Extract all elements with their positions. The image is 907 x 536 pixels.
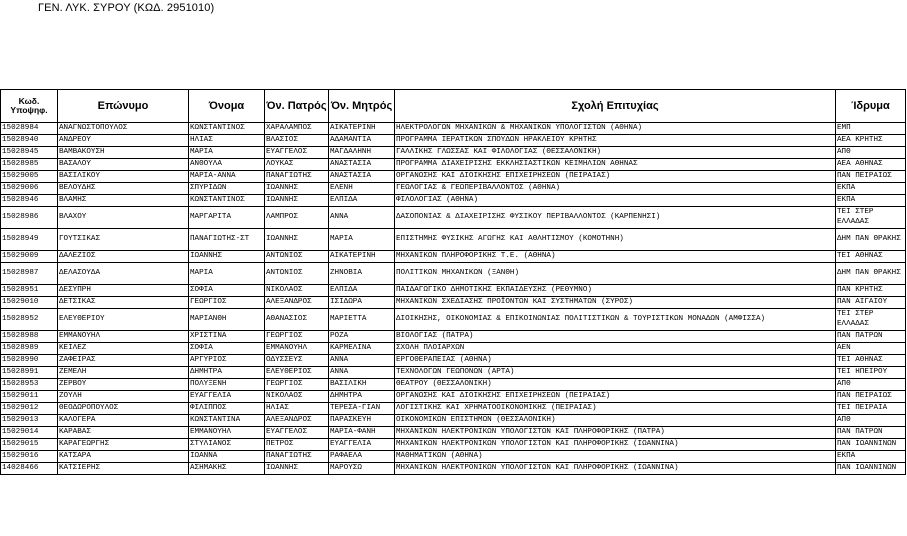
table-row [1, 207, 906, 229]
cell-code: 15028945 [1, 147, 58, 159]
cell-mother: ΑΝΝΑ [329, 355, 395, 367]
table-row [1, 403, 906, 415]
table-body [1, 123, 906, 475]
table-row [1, 251, 906, 263]
cell-name: ΜΑΡΙΑ [189, 147, 265, 159]
cell-father: ΙΩΑΝΝΗΣ [265, 229, 329, 251]
table-row [1, 391, 906, 403]
cell-code: 15028952 [1, 309, 58, 331]
cell-surname: ΖΟΥΛΗ [58, 391, 189, 403]
cell-name: ΣΟΦΙΑ [189, 343, 265, 355]
cell-school: ΠΡΟΓΡΑΜΜΑ ΔΙΑΧΕΙΡΙΣΗΣ ΕΚΚΛΗΣΙΑΣΤΙΚΩΝ ΚΕΙΜΗΛΙΩΝ ΑΘΗΝΑΣ [395, 159, 836, 171]
cell-school: ΓΑΛΛΙΚΗΣ ΓΛΩΣΣΑΣ ΚΑΙ ΦΙΛΟΛΟΓΙΑΣ (ΘΕΣΣΑΛΟΝΙΚΗ) [395, 147, 836, 159]
cell-name: ΚΩΝΣΤΑΝΤΙΝΟΣ [189, 195, 265, 207]
cell-code: 14028466 [1, 463, 58, 475]
cell-school: ΔΙΟΙΚΗΣΗΣ, ΟΙΚΟΝΟΜΙΑΣ & ΕΠΙΚΟΙΝΩΝΙΑΣ ΠΟΛΙΤΙΣΤΙΚΩΝ & ΤΟΥΡΙΣΤΙΚΩΝ ΜΟΝΑΔΩΝ (ΑΜΦΙΣΣΑ) [395, 309, 836, 331]
cell-mother: ΖΗΝΟΒΙΑ [329, 263, 395, 285]
cell-surname: ΖΕΡΒΟΥ [58, 379, 189, 391]
cell-name: ΔΗΜΗΤΡΑ [189, 367, 265, 379]
cell-school: ΕΠΙΣΤΗΜΗΣ ΦΥΣΙΚΗΣ ΑΓΩΓΗΣ ΚΑΙ ΑΘΛΗΤΙΣΜΟΥ (ΚΟΜΟΤΗΝΗ) [395, 229, 836, 251]
cell-school: ΗΛΕΚΤΡΟΛΟΓΩΝ ΜΗΧΑΝΙΚΩΝ & ΜΗΧΑΝΙΚΩΝ ΥΠΟΛΟΓΙΣΤΩΝ (ΑΘΗΝΑ) [395, 123, 836, 135]
cell-surname: ΓΟΥΤΣΙΚΑΣ [58, 229, 189, 251]
cell-school: ΔΑΣΟΠΟΝΙΑΣ & ΔΙΑΧΕΙΡΙΣΗΣ ΦΥΣΙΚΟΥ ΠΕΡΙΒΑΛΛΟΝΤΟΣ (ΚΑΡΠΕΝΗΣΙ) [395, 207, 836, 229]
cell-institution: ΔΗΜ ΠΑΝ ΘΡΑΚΗΣ [836, 229, 906, 251]
cell-name: ΜΑΡΙΑ [189, 263, 265, 285]
cell-father: ΠΕΤΡΟΣ [265, 439, 329, 451]
cell-mother: ΙΣΙΔΩΡΑ [329, 297, 395, 309]
cell-father: ΕΛΕΥΘΕΡΙΟΣ [265, 367, 329, 379]
cell-name: ΧΡΙΣΤΙΝΑ [189, 331, 265, 343]
cell-father: ΠΑΝΑΓΙΩΤΗΣ [265, 171, 329, 183]
cell-school: ΜΗΧΑΝΙΚΩΝ ΗΛΕΚΤΡΟΝΙΚΩΝ ΥΠΟΛΟΓΙΣΤΩΝ ΚΑΙ ΠΛΗΡΟΦΟΡΙΚΗΣ (ΠΑΤΡΑ) [395, 427, 836, 439]
cell-name: ΑΣΗΜΑΚΗΣ [189, 463, 265, 475]
cell-father: ΛΟΥΚΑΣ [265, 159, 329, 171]
cell-name: ΗΛΙΑΣ [189, 135, 265, 147]
cell-name: ΣΟΦΙΑ [189, 285, 265, 297]
cell-institution: ΤΕΙ ΑΘΗΝΑΣ [836, 251, 906, 263]
table-header-row [1, 90, 906, 123]
cell-code: 15029015 [1, 439, 58, 451]
cell-father: ΓΕΩΡΓΙΟΣ [265, 379, 329, 391]
table-row [1, 159, 906, 171]
cell-name: ΕΥΑΓΓΕΛΙΑ [189, 391, 265, 403]
cell-father: ΛΑΜΠΡΟΣ [265, 207, 329, 229]
cell-father: ΙΩΑΝΝΗΣ [265, 195, 329, 207]
cell-code: 15029013 [1, 415, 58, 427]
cell-school: ΒΙΟΛΟΓΙΑΣ (ΠΑΤΡΑ) [395, 331, 836, 343]
cell-surname: ΚΑΡΑΓΕΩΡΓΗΣ [58, 439, 189, 451]
col-code-header: Κωδ. Υποψηφ. [1, 90, 58, 123]
cell-father: ΙΩΑΝΝΗΣ [265, 463, 329, 475]
cell-mother: ΑΙΚΑΤΕΡΙΝΗ [329, 123, 395, 135]
cell-surname: ΚΕΙΛΕΖ [58, 343, 189, 355]
cell-institution: ΑΕΑ ΑΘΗΝΑΣ [836, 159, 906, 171]
cell-mother: ΜΑΡΙΑ-ΦΑΝΗ [329, 427, 395, 439]
col-institution-header: Ίδρυμα [836, 90, 906, 123]
cell-code: 15029014 [1, 427, 58, 439]
cell-name: ΣΤΥΛΙΑΝΟΣ [189, 439, 265, 451]
cell-code: 15028985 [1, 159, 58, 171]
cell-surname: ΚΑΛΟΓΕΡΑ [58, 415, 189, 427]
cell-mother: ΕΥΑΓΓΕΛΙΑ [329, 439, 395, 451]
cell-father: ΑΘΑΝΑΣΙΟΣ [265, 309, 329, 331]
cell-father: ΑΛΕΞΑΝΔΡΟΣ [265, 297, 329, 309]
cell-school: ΠΟΛΙΤΙΚΩΝ ΜΗΧΑΝΙΚΩΝ (ΞΑΝΘΗ) [395, 263, 836, 285]
table-row [1, 135, 906, 147]
cell-name: ΑΡΓΥΡΙΟΣ [189, 355, 265, 367]
table-row [1, 415, 906, 427]
cell-name: ΙΩΑΝΝΗΣ [189, 251, 265, 263]
cell-institution: ΠΑΝ ΑΙΓΑΙΟΥ [836, 297, 906, 309]
table-row [1, 263, 906, 285]
col-school-header: Σχολή Επιτυχίας [395, 90, 836, 123]
cell-institution: ΤΕΙ ΣΤΕΡ ΕΛΛΑΔΑΣ [836, 309, 906, 331]
cell-school: ΜΑΘΗΜΑΤΙΚΩΝ (ΑΘΗΝΑ) [395, 451, 836, 463]
cell-surname: ΑΝΔΡΕΟΥ [58, 135, 189, 147]
cell-father: ΝΙΚΟΛΑΟΣ [265, 285, 329, 297]
cell-surname: ΔΕΣΥΠΡΗ [58, 285, 189, 297]
cell-father: ΗΛΙΑΣ [265, 403, 329, 415]
cell-code: 15028988 [1, 331, 58, 343]
cell-institution: ΤΕΙ ΗΠΕΙΡΟΥ [836, 367, 906, 379]
cell-mother: ΑΙΚΑΤΕΡΙΝΗ [329, 251, 395, 263]
cell-father: ΓΕΩΡΓΙΟΣ [265, 331, 329, 343]
cell-code: 15028990 [1, 355, 58, 367]
cell-mother: ΜΑΡΙΕΤΤΑ [329, 309, 395, 331]
cell-school: ΓΕΩΛΟΓΙΑΣ & ΓΕΩΠΕΡΙΒΑΛΛΟΝΤΟΣ (ΑΘΗΝΑ) [395, 183, 836, 195]
cell-name: ΚΩΝΣΤΑΝΤΙΝΟΣ [189, 123, 265, 135]
cell-institution: ΠΑΝ ΙΩΑΝΝΙΝΩΝ [836, 463, 906, 475]
cell-surname: ΚΑΡΑΒΑΣ [58, 427, 189, 439]
table-row [1, 463, 906, 475]
cell-name: ΕΜΜΑΝΟΥΗΛ [189, 427, 265, 439]
table-row [1, 427, 906, 439]
cell-institution: ΕΚΠΑ [836, 451, 906, 463]
cell-school: ΘΕΑΤΡΟΥ (ΘΕΣΣΑΛΟΝΙΚΗ) [395, 379, 836, 391]
cell-school: ΟΡΓΑΝΩΣΗΣ ΚΑΙ ΔΙΟΙΚΗΣΗΣ ΕΠΙΧΕΙΡΗΣΕΩΝ (ΠΕΙΡΑΙΑΣ) [395, 171, 836, 183]
cell-institution: ΠΑΝ ΠΑΤΡΩΝ [836, 331, 906, 343]
cell-father: ΠΑΝΑΓΙΩΤΗΣ [265, 451, 329, 463]
cell-institution: ΠΑΝ ΠΕΙΡΑΙΩΣ [836, 391, 906, 403]
cell-mother: ΜΑΡΟΥΣΩ [329, 463, 395, 475]
cell-institution: ΤΕΙ ΠΕΙΡΑΙΑ [836, 403, 906, 415]
cell-mother: ΡΑΦΑΕΛΑ [329, 451, 395, 463]
cell-code: 15029006 [1, 183, 58, 195]
col-mother-header: Όν. Μητρός [329, 90, 395, 123]
cell-name: ΜΑΡΙΑΝΘΗ [189, 309, 265, 331]
table-row [1, 367, 906, 379]
cell-surname: ΖΕΜΕΛΗ [58, 367, 189, 379]
cell-father: ΑΝΤΩΝΙΟΣ [265, 251, 329, 263]
table-row [1, 439, 906, 451]
cell-code: 15028940 [1, 135, 58, 147]
table-row [1, 147, 906, 159]
cell-father: ΧΑΡΑΛΑΜΠΟΣ [265, 123, 329, 135]
cell-code: 15029011 [1, 391, 58, 403]
cell-surname: ΒΛΑΜΗΣ [58, 195, 189, 207]
cell-surname: ΒΕΛΟΥΔΗΣ [58, 183, 189, 195]
cell-code: 15028946 [1, 195, 58, 207]
cell-school: ΟΡΓΑΝΩΣΗΣ ΚΑΙ ΔΙΟΙΚΗΣΗΣ ΕΠΙΧΕΙΡΗΣΕΩΝ (ΠΕΙΡΑΙΑΣ) [395, 391, 836, 403]
cell-code: 15028984 [1, 123, 58, 135]
cell-school: ΜΗΧΑΝΙΚΩΝ ΣΧΕΔΙΑΣΗΣ ΠΡΟΪΟΝΤΩΝ ΚΑΙ ΣΥΣΤΗΜΑΤΩΝ (ΣΥΡΟΣ) [395, 297, 836, 309]
cell-surname: ΔΕΤΣΙΚΑΣ [58, 297, 189, 309]
table-row [1, 171, 906, 183]
cell-name: ΓΕΩΡΓΙΟΣ [189, 297, 265, 309]
cell-father: ΑΝΤΩΝΙΟΣ [265, 263, 329, 285]
cell-institution: ΑΕΝ [836, 343, 906, 355]
cell-surname: ΔΕΛΑΣΟΥΔΑ [58, 263, 189, 285]
cell-institution: ΠΑΝ ΠΑΤΡΩΝ [836, 427, 906, 439]
table-row [1, 285, 906, 297]
table-row [1, 343, 906, 355]
cell-name: ΦΙΛΙΠΠΟΣ [189, 403, 265, 415]
cell-school: ΠΡΟΓΡΑΜΜΑ ΙΕΡΑΤΙΚΩΝ ΣΠΟΥΔΩΝ ΗΡΑΚΛΕΙΟΥ ΚΡΗΤΗΣ [395, 135, 836, 147]
table-row [1, 379, 906, 391]
cell-mother: ΑΝΝΑ [329, 367, 395, 379]
col-surname-header: Επώνυμο [58, 90, 189, 123]
cell-surname: ΒΛΑΧΟΥ [58, 207, 189, 229]
cell-father: ΑΛΕΞΑΝΔΡΟΣ [265, 415, 329, 427]
cell-father: ΒΛΑΣΙΟΣ [265, 135, 329, 147]
cell-mother: ΕΛΠΙΔΑ [329, 285, 395, 297]
cell-mother: ΕΛΠΙΔΑ [329, 195, 395, 207]
cell-surname: ΕΜΜΑΝΟΥΗΛ [58, 331, 189, 343]
cell-father: ΕΜΜΑΝΟΥΗΛ [265, 343, 329, 355]
cell-code: 15028951 [1, 285, 58, 297]
cell-surname: ΒΑΣΙΛΙΚΟΥ [58, 171, 189, 183]
cell-mother: ΚΑΡΜΕΛΙΝΑ [329, 343, 395, 355]
cell-mother: ΜΑΡΙΑ [329, 229, 395, 251]
cell-institution: ΑΠΘ [836, 415, 906, 427]
table-row [1, 451, 906, 463]
cell-name: ΠΑΝΑΓΙΩΤΗΣ-ΣΤ [189, 229, 265, 251]
cell-mother: ΠΑΡΑΣΚΕΥΗ [329, 415, 395, 427]
school-header: ΓΕΝ. ΛΥΚ. ΣΥΡΟΥ (ΚΩΔ. 2951010) [38, 2, 215, 14]
cell-surname: ΔΑΛΕΖΙΟΣ [58, 251, 189, 263]
table-row [1, 229, 906, 251]
cell-mother: ΜΑΓΔΑΛΗΝΗ [329, 147, 395, 159]
cell-code: 15029005 [1, 171, 58, 183]
cell-surname: ΕΛΕΥΘΕΡΙΟΥ [58, 309, 189, 331]
col-name-header: Όνομα [189, 90, 265, 123]
cell-mother: ΑΝΑΣΤΑΣΙΑ [329, 171, 395, 183]
table-row [1, 297, 906, 309]
cell-school: ΜΗΧΑΝΙΚΩΝ ΗΛΕΚΤΡΟΝΙΚΩΝ ΥΠΟΛΟΓΙΣΤΩΝ ΚΑΙ ΠΛΗΡΟΦΟΡΙΚΗΣ (ΙΩΑΝΝΙΝΑ) [395, 439, 836, 451]
cell-name: ΜΑΡΙΑ-ΑΝΝΑ [189, 171, 265, 183]
cell-father: ΝΙΚΟΛΑΟΣ [265, 391, 329, 403]
table-row [1, 123, 906, 135]
cell-institution: ΑΕΑ ΚΡΗΤΗΣ [836, 135, 906, 147]
cell-mother: ΤΕΡΕΣΑ-ΓΙΑΝ [329, 403, 395, 415]
cell-surname: ΒΑΣΑΛΟΥ [58, 159, 189, 171]
cell-name: ΚΩΝΣΤΑΝΤΙΝΑ [189, 415, 265, 427]
cell-school: ΛΟΓΙΣΤΙΚΗΣ ΚΑΙ ΧΡΗΜΑΤΟΟΙΚΟΝΟΜΙΚΗΣ (ΠΕΙΡΑΙΑΣ) [395, 403, 836, 415]
cell-code: 15028989 [1, 343, 58, 355]
cell-institution: ΠΑΝ ΙΩΑΝΝΙΝΩΝ [836, 439, 906, 451]
cell-institution: ΑΠΘ [836, 379, 906, 391]
cell-mother: ΒΑΣΙΛΙΚΗ [329, 379, 395, 391]
cell-surname: ΘΕΟΔΩΡΟΠΟΥΛΟΣ [58, 403, 189, 415]
cell-institution: ΕΚΠΑ [836, 195, 906, 207]
cell-mother: ΑΝΝΑ [329, 207, 395, 229]
cell-institution: ΤΕΙ ΑΘΗΝΑΣ [836, 355, 906, 367]
table-row [1, 183, 906, 195]
cell-name: ΣΠΥΡΙΔΩΝ [189, 183, 265, 195]
cell-mother: ΑΔΑΜΑΝΤΙΑ [329, 135, 395, 147]
cell-mother: ΕΛΕΝΗ [329, 183, 395, 195]
cell-father: ΟΔΥΣΣΕΥΣ [265, 355, 329, 367]
cell-school: ΜΗΧΑΝΙΚΩΝ ΠΛΗΡΟΦΟΡΙΚΗΣ Τ.Ε. (ΑΘΗΝΑ) [395, 251, 836, 263]
cell-surname: ΒΑΜΒΑΚΟΥΣΗ [58, 147, 189, 159]
table-row [1, 309, 906, 331]
cell-institution: ΠΑΝ ΠΕΙΡΑΙΩΣ [836, 171, 906, 183]
cell-code: 15029010 [1, 297, 58, 309]
cell-mother: ΑΝΑΣΤΑΣΙΑ [329, 159, 395, 171]
cell-name: ΠΟΛΥΞΕΝΗ [189, 379, 265, 391]
cell-institution: ΤΕΙ ΣΤΕΡ ΕΛΛΑΔΑΣ [836, 207, 906, 229]
cell-code: 15029009 [1, 251, 58, 263]
cell-code: 15028986 [1, 207, 58, 229]
cell-institution: ΑΠΘ [836, 147, 906, 159]
cell-father: ΕΥΑΓΓΕΛΟΣ [265, 147, 329, 159]
col-father-header: Όν. Πατρός [265, 90, 329, 123]
cell-code: 15029016 [1, 451, 58, 463]
cell-name: ΜΑΡΓΑΡΙΤΑ [189, 207, 265, 229]
cell-mother: ΔΗΜΗΤΡΑ [329, 391, 395, 403]
cell-surname: ΖΑΦΕΙΡΑΣ [58, 355, 189, 367]
cell-father: ΙΩΑΝΝΗΣ [265, 183, 329, 195]
cell-code: 15028991 [1, 367, 58, 379]
cell-code: 15028987 [1, 263, 58, 285]
cell-surname: ΚΑΤΣΙΕΡΗΣ [58, 463, 189, 475]
results-table [0, 89, 906, 475]
cell-school: ΠΑΙΔΑΓΩΓΙΚΟ ΔΗΜΟΤΙΚΗΣ ΕΚΠΑΙΔΕΥΣΗΣ (ΡΕΘΥΜΝΟ) [395, 285, 836, 297]
cell-institution: ΕΚΠΑ [836, 183, 906, 195]
cell-surname: ΚΑΤΣΑΡΑ [58, 451, 189, 463]
cell-institution: ΕΜΠ [836, 123, 906, 135]
cell-name: ΑΝΘΟΥΛΑ [189, 159, 265, 171]
cell-school: ΤΕΧΝΟΛΟΓΩΝ ΓΕΩΠΟΝΩΝ (ΑΡΤΑ) [395, 367, 836, 379]
table-row [1, 331, 906, 343]
cell-school: ΣΧΟΛΗ ΠΛΟΙΑΡΧΩΝ [395, 343, 836, 355]
cell-mother: ΡΟΖΑ [329, 331, 395, 343]
cell-school: ΜΗΧΑΝΙΚΩΝ ΗΛΕΚΤΡΟΝΙΚΩΝ ΥΠΟΛΟΓΙΣΤΩΝ ΚΑΙ ΠΛΗΡΟΦΟΡΙΚΗΣ (ΙΩΑΝΝΙΝΑ) [395, 463, 836, 475]
table-row [1, 195, 906, 207]
cell-father: ΕΥΑΓΓΕΛΟΣ [265, 427, 329, 439]
table-row [1, 355, 906, 367]
cell-school: ΦΙΛΟΛΟΓΙΑΣ (ΑΘΗΝΑ) [395, 195, 836, 207]
cell-name: ΙΩΑΝΝΑ [189, 451, 265, 463]
cell-code: 15028953 [1, 379, 58, 391]
cell-surname: ΑΝΑΓΝΩΣΤΟΠΟΥΛΟΣ [58, 123, 189, 135]
cell-code: 15028949 [1, 229, 58, 251]
cell-institution: ΔΗΜ ΠΑΝ ΘΡΑΚΗΣ [836, 263, 906, 285]
cell-school: ΟΙΚΟΝΟΜΙΚΩΝ ΕΠΙΣΤΗΜΩΝ (ΘΕΣΣΑΛΟΝΙΚΗ) [395, 415, 836, 427]
cell-institution: ΠΑΝ ΚΡΗΤΗΣ [836, 285, 906, 297]
cell-code: 15029012 [1, 403, 58, 415]
cell-school: ΕΡΓΟΘΕΡΑΠΕΙΑΣ (ΑΘΗΝΑ) [395, 355, 836, 367]
